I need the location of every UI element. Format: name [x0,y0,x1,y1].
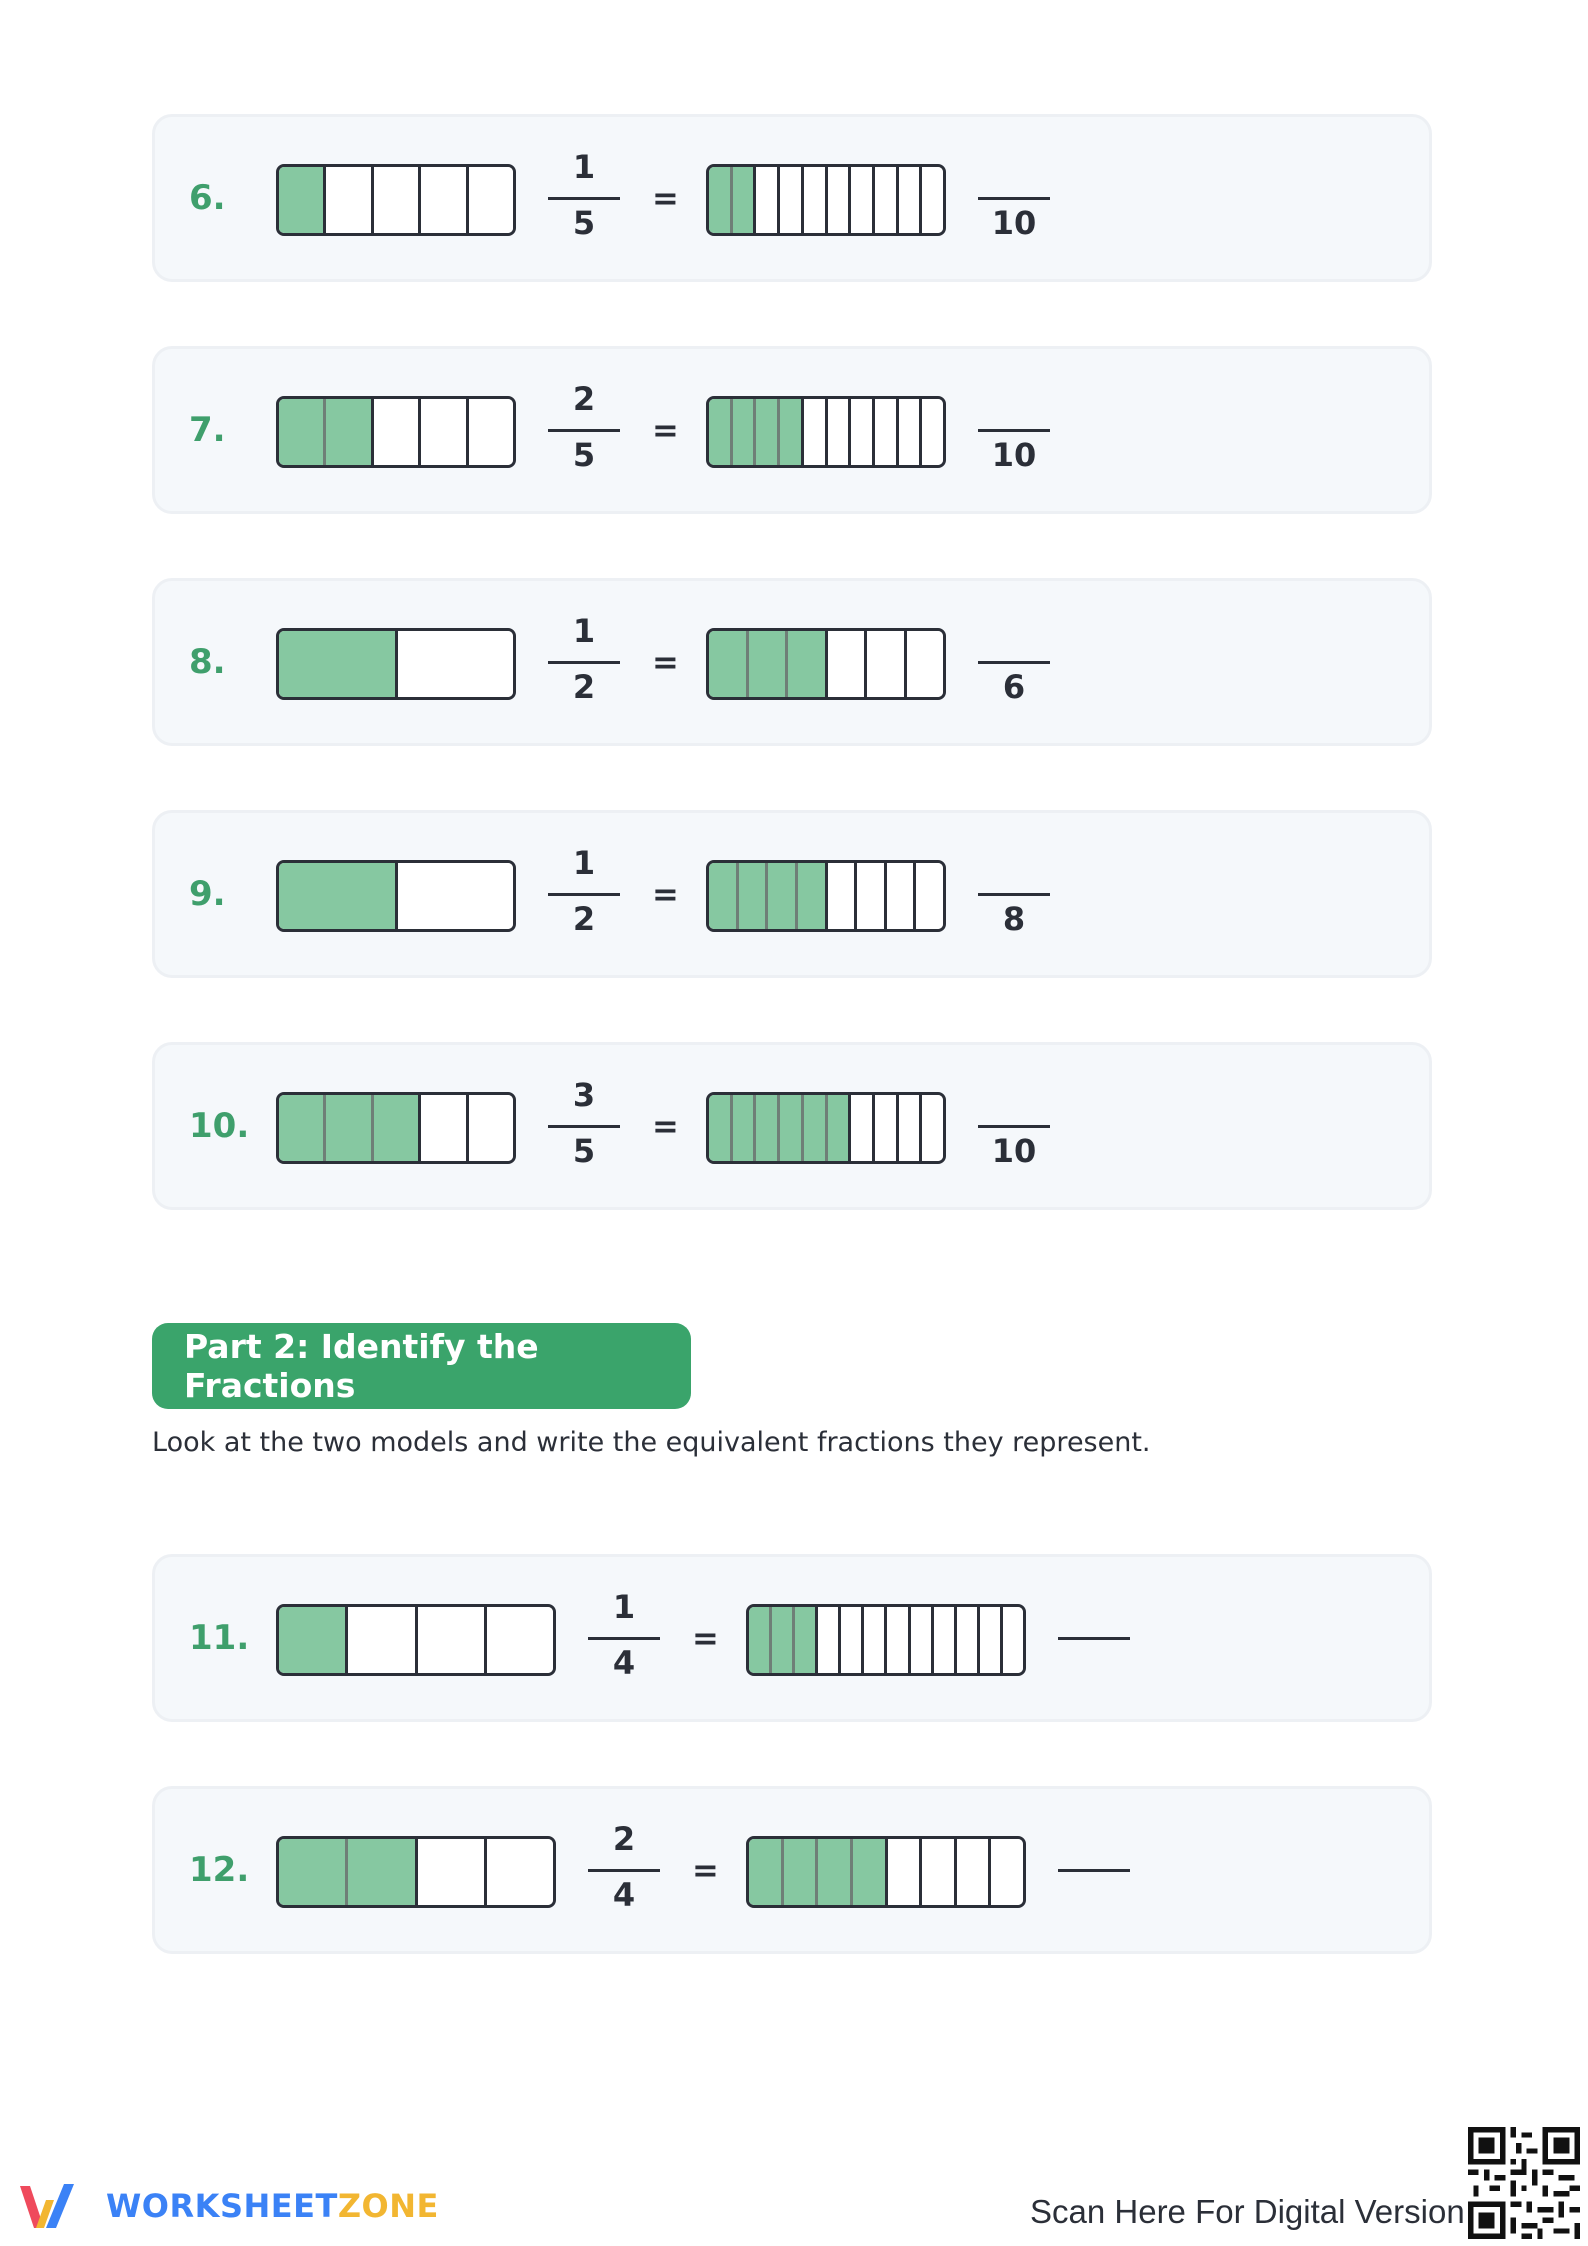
right-fraction-model-part [828,631,868,697]
left-fraction-model-part [326,167,373,233]
left-fraction-model-part [326,399,373,465]
worksheetzone-logo [16,2176,439,2236]
right-fraction-model-part [922,167,943,233]
question-card [152,1786,1432,1954]
answer-line [978,661,1050,664]
fraction-bar [548,429,620,432]
left-fraction-model-part [279,399,326,465]
fraction-bar [548,1125,620,1128]
right-fraction-model-part [899,167,923,233]
fraction-numerator: 1 [612,1588,636,1626]
fraction-bar [548,893,620,896]
part2-title-badge [152,1323,691,1409]
left-fraction-model-part [398,631,514,697]
right-fraction-model-part [887,863,917,929]
right-fraction-model-part [922,1095,943,1161]
right-fraction-model-part [916,863,943,929]
fraction-denominator: 5 [572,436,596,474]
answer-denominator: 10 [991,436,1037,474]
answer-line [978,197,1050,200]
question-number: 7. [189,410,226,450]
right-fraction-model-part [749,1607,772,1673]
fraction-denominator: 2 [572,668,596,706]
answer-denominator: 6 [1002,668,1026,706]
answer-blank[interactable] [978,843,1050,947]
right-fraction-model-part [841,1607,864,1673]
answer-blank[interactable] [978,1075,1050,1179]
right-fraction-model-part [957,1839,992,1905]
left-fraction-model-part [421,399,468,465]
right-fraction-model [706,164,946,236]
question-card [152,1042,1432,1210]
right-fraction-model-part [991,1839,1023,1905]
fraction-numerator: 2 [572,380,596,418]
left-fraction-model-part [418,1607,487,1673]
fraction-bar [548,661,620,664]
right-fraction-model-part [709,631,749,697]
right-fraction-model-part [733,1095,757,1161]
right-fraction-model-part [804,167,828,233]
answer-line [978,429,1050,432]
right-fraction-model [706,396,946,468]
right-fraction-model-part [875,399,899,465]
right-fraction-model-part [788,631,828,697]
right-fraction-model-part [851,167,875,233]
right-fraction-model-part [1003,1607,1023,1673]
left-fraction-model-part [279,1607,348,1673]
left-fraction-model-part [279,1095,326,1161]
part2-instructions: Look at the two models and write the equivalent fractions they represent. [152,1427,1151,1458]
left-fraction-model-part [421,1095,468,1161]
fraction-bar [548,197,620,200]
left-fraction-model-part [398,863,514,929]
question-number: 12. [189,1850,250,1890]
right-fraction-model-part [768,863,798,929]
left-fraction-model-part [469,167,513,233]
question-number: 6. [189,178,226,218]
question-card [152,114,1432,282]
right-fraction-model-part [828,399,852,465]
equals-sign: = [692,1619,719,1657]
right-fraction-model-part [756,399,780,465]
left-fraction-model-part [279,863,398,929]
answer-blank[interactable] [1058,1587,1130,1691]
given-fraction [588,1587,660,1691]
right-fraction-model-part [798,863,828,929]
question-number: 9. [189,874,226,914]
fraction-denominator: 4 [612,1644,636,1682]
answer-blank[interactable] [978,611,1050,715]
left-fraction-model-part [374,399,421,465]
right-fraction-model-part [756,167,780,233]
fraction-numerator: 1 [572,612,596,650]
equals-sign: = [652,411,679,449]
left-fraction-model-part [421,167,468,233]
question-number: 8. [189,642,226,682]
right-fraction-model [706,860,946,932]
given-fraction [588,1819,660,1923]
given-fraction [548,611,620,715]
given-fraction [548,147,620,251]
left-fraction-model [276,1092,516,1164]
scan-text: Scan Here For Digital Version [1030,2193,1465,2230]
right-fraction-model-part [795,1607,818,1673]
left-fraction-model-part [469,1095,513,1161]
right-fraction-model-part [804,1095,828,1161]
fraction-denominator: 5 [572,204,596,242]
right-fraction-model-part [907,631,944,697]
answer-blank[interactable] [978,147,1050,251]
right-fraction-model-part [853,1839,888,1905]
answer-denominator: 10 [991,204,1037,242]
equals-sign: = [652,875,679,913]
question-number: 11. [189,1618,250,1658]
right-fraction-model-part [828,863,858,929]
right-fraction-model-part [709,863,739,929]
right-fraction-model-part [772,1607,795,1673]
right-fraction-model-part [780,399,804,465]
right-fraction-model [746,1604,1026,1676]
right-fraction-model-part [957,1607,980,1673]
right-fraction-model-part [934,1607,957,1673]
left-fraction-model-part [487,1607,553,1673]
given-fraction [548,379,620,483]
right-fraction-model-part [756,1095,780,1161]
left-fraction-model-part [279,631,398,697]
answer-blank[interactable] [978,379,1050,483]
right-fraction-model [706,1092,946,1164]
left-fraction-model [276,1604,556,1676]
question-number: 10. [189,1106,250,1146]
right-fraction-model-part [784,1839,819,1905]
equals-sign: = [652,1107,679,1145]
answer-denominator: 8 [1002,900,1026,938]
given-fraction [548,1075,620,1179]
right-fraction-model-part [780,1095,804,1161]
brand-name: WORKSHEETZONE [106,2187,439,2225]
question-card [152,1554,1432,1722]
right-fraction-model-part [733,399,757,465]
right-fraction-model-part [828,1095,852,1161]
right-fraction-model-part [922,1839,957,1905]
equals-sign: = [692,1851,719,1889]
right-fraction-model-part [749,631,789,697]
right-fraction-model-part [980,1607,1003,1673]
left-fraction-model [276,1836,556,1908]
left-fraction-model-part [326,1095,373,1161]
right-fraction-model-part [739,863,769,929]
fraction-numerator: 1 [572,844,596,882]
right-fraction-model-part [887,1607,910,1673]
left-fraction-model [276,628,516,700]
worksheetzone-logo-icon [16,2176,96,2236]
fraction-denominator: 2 [572,900,596,938]
right-fraction-model-part [780,167,804,233]
answer-blank[interactable] [1058,1819,1130,1923]
answer-denominator: 10 [991,1132,1037,1170]
answer-line [1058,1869,1130,1872]
right-fraction-model-part [709,167,733,233]
question-card [152,346,1432,514]
left-fraction-model-part [418,1839,487,1905]
right-fraction-model-part [911,1607,934,1673]
right-fraction-model-part [749,1839,784,1905]
qr-code-icon[interactable] [1468,2127,1580,2239]
part2-title: Part 2: Identify the Fractions [184,1327,539,1405]
left-fraction-model-part [374,167,421,233]
right-fraction-model-part [857,863,887,929]
right-fraction-model-part [864,1607,887,1673]
fraction-bar [588,1637,660,1640]
right-fraction-model-part [851,1095,875,1161]
right-fraction-model [706,628,946,700]
right-fraction-model-part [804,399,828,465]
question-card [152,578,1432,746]
left-fraction-model-part [469,399,513,465]
right-fraction-model-part [818,1839,853,1905]
equals-sign: = [652,643,679,681]
right-fraction-model-part [899,1095,923,1161]
left-fraction-model-part [348,1607,417,1673]
right-fraction-model-part [888,1839,923,1905]
fraction-numerator: 3 [572,1076,596,1114]
fraction-bar [588,1869,660,1872]
right-fraction-model-part [709,399,733,465]
left-fraction-model-part [374,1095,421,1161]
left-fraction-model-part [279,167,326,233]
right-fraction-model-part [828,167,852,233]
answer-line [978,893,1050,896]
left-fraction-model-part [487,1839,553,1905]
right-fraction-model-part [922,399,943,465]
answer-line [978,1125,1050,1128]
left-fraction-model [276,396,516,468]
right-fraction-model-part [851,399,875,465]
given-fraction [548,843,620,947]
right-fraction-model-part [733,167,757,233]
fraction-denominator: 5 [572,1132,596,1170]
right-fraction-model [746,1836,1026,1908]
fraction-numerator: 1 [572,148,596,186]
left-fraction-model [276,860,516,932]
right-fraction-model-part [709,1095,733,1161]
right-fraction-model-part [875,167,899,233]
right-fraction-model-part [899,399,923,465]
question-card [152,810,1432,978]
equals-sign: = [652,179,679,217]
left-fraction-model [276,164,516,236]
right-fraction-model-part [867,631,907,697]
answer-line [1058,1637,1130,1640]
left-fraction-model-part [279,1839,348,1905]
fraction-denominator: 4 [612,1876,636,1914]
left-fraction-model-part [348,1839,417,1905]
fraction-numerator: 2 [612,1820,636,1858]
right-fraction-model-part [875,1095,899,1161]
right-fraction-model-part [818,1607,841,1673]
